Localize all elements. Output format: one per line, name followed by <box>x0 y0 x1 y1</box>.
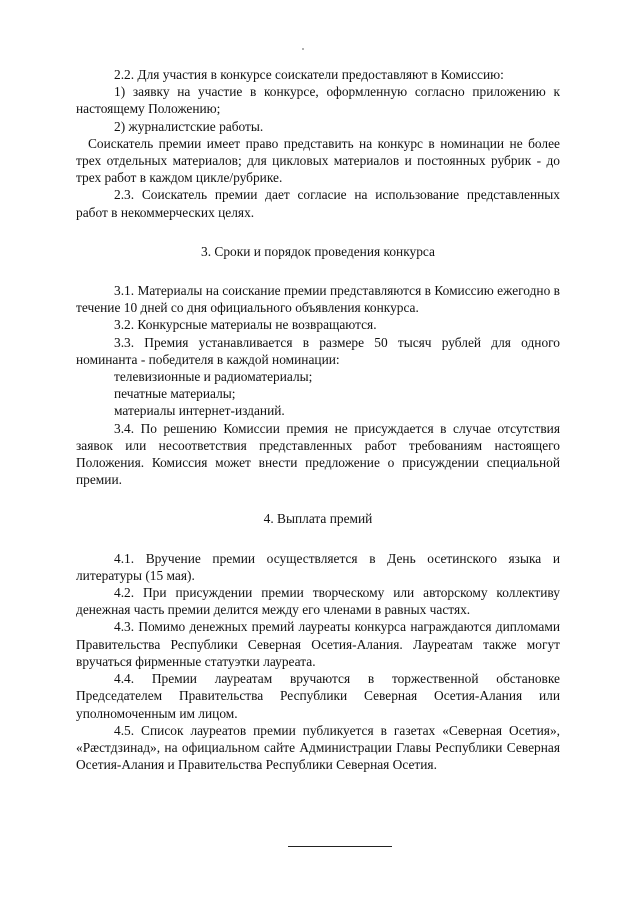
paragraph-2-2-item-2: 2) журналистские работы. <box>114 118 264 134</box>
nomination-item: печатные материалы; <box>114 386 236 402</box>
paragraph-applicant-rights: Соискатель премии имеет право представить на конкурс в номинации не более трех отдельных материалов; для цикловых материалов и постоянных рубрик - до трех работ в каждом цикле/рубрике. <box>76 135 560 186</box>
paragraph-4-2: 4.2. При присуждении премии творческому или авторскому коллективу денежная часть премии делится между его членами в равных частях. <box>76 585 560 618</box>
section-3-heading: 3. Сроки и порядок проведения конкурса <box>201 243 435 259</box>
section-4-heading: 4. Выплата премий <box>263 511 373 527</box>
end-rule <box>288 846 392 847</box>
scan-speck <box>302 48 304 50</box>
paragraph-4-5: 4.5. Список лауреатов премии публикуется в газетах «Северная Осетия», «Рæстдзинад», на официальном сайте Администрации Главы Республики Северная Осетия-Алания и Правительства Республики Северная Осетия. <box>76 722 560 773</box>
paragraph-4-4: 4.4. Премии лауреатам вручаются в торжественной обстановке Председателем Правительства Республики Северная Осетия-Алания или уполномоченным им лицом. <box>76 671 560 721</box>
paragraph-3-3: 3.3. Премия устанавливается в размере 50 тысяч рублей для одного номинанта - победителя в каждой номинации: <box>76 334 560 367</box>
paragraph-2-3: 2.3. Соискатель премии дает согласие на использование представленных работ в некоммерческих целях. <box>76 187 560 220</box>
nomination-item: телевизионные и радиоматериалы; <box>114 369 313 385</box>
paragraph-2-2-item-1: 1) заявку на участие в конкурсе, оформленную согласно приложению к настоящему Положению; <box>76 84 560 117</box>
document-body <box>76 66 560 773</box>
nomination-item: материалы интернет-изданий. <box>114 403 285 419</box>
paragraph-2-2: 2.2. Для участия в конкурсе соискатели предоставляют в Комиссию: <box>114 67 504 82</box>
paragraph-3-2: 3.2. Конкурсные материалы не возвращаются. <box>114 317 377 333</box>
paragraph-3-4: 3.4. По решению Комиссии премия не присуждается в случае отсутствия заявок или несоответствия представленных работ требованиям настоящего Положения. Комиссия может внести предложение о присуждении специальной премии. <box>76 420 560 488</box>
paragraph-4-1: 4.1. Вручение премии осуществляется в День осетинского языка и литературы (15 мая). <box>76 550 560 583</box>
paragraph-4-3: 4.3. Помимо денежных премий лауреаты конкурса награждаются дипломами Правительства Республики Северная Осетия-Алания. Лауреатам также могут вручаться фирменные статуэтки лауреата. <box>76 619 560 669</box>
paragraph-3-1: 3.1. Материалы на соискание премии представляются в Комиссию ежегодно в течение 10 дней со дня официального объявления конкурса. <box>76 283 560 316</box>
